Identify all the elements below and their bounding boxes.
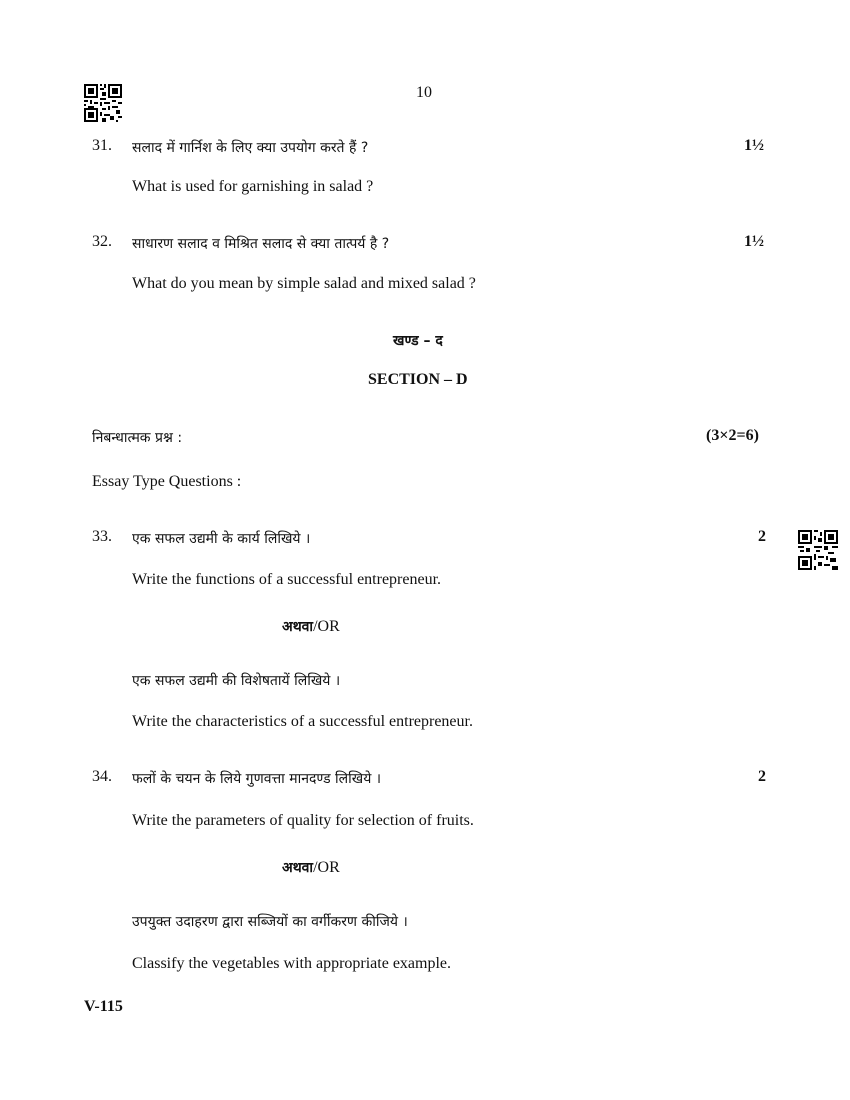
alternate-question-english: Write the characteristics of a successful entrepreneur.: [132, 713, 473, 730]
alternate-question-hindi: एक सफल उद्यमी की विशेषतायें लिखिये ।: [132, 673, 341, 689]
alternate-question-english: Classify the vegetables with appropriate example.: [132, 955, 452, 972]
question-marks: 1½: [744, 233, 764, 250]
question-number: 31.: [92, 137, 112, 154]
question-number: 33.: [92, 528, 112, 545]
question-text-hindi: एक सफल उद्यमी के कार्य लिखिये ।: [132, 531, 311, 547]
or-separator: [282, 857, 340, 877]
or-hindi: अथवा: [282, 619, 314, 635]
or-english: /OR: [313, 859, 340, 876]
question-marks: 2: [758, 768, 766, 785]
question-number: 34.: [92, 768, 112, 785]
question-text-english: What do you mean by simple salad and mixed salad ?: [132, 275, 476, 292]
question-marks: 1½: [744, 137, 764, 154]
or-separator: [282, 616, 340, 636]
or-hindi: अथवा: [282, 860, 314, 876]
page-number: 10: [416, 84, 432, 101]
question-text-hindi: सलाद में गार्निश के लिए क्या उपयोग करते हैं ?: [132, 140, 369, 156]
question-number: 32.: [92, 233, 112, 250]
section-title-hindi: खण्ड – द: [393, 333, 443, 349]
question-text-hindi: फलों के चयन के लिये गुणवत्ता मानदण्ड लिखिये ।: [132, 771, 382, 787]
section-title-english: SECTION – D: [368, 371, 468, 388]
alternate-question-hindi: उपयुक्त उदाहरण द्वारा सब्जियों का वर्गीकरण कीजिये ।: [132, 914, 408, 930]
question-text-english: Write the parameters of quality for selection of fruits.: [132, 812, 474, 829]
question-text-english: Write the functions of a successful entrepreneur.: [132, 571, 442, 588]
qr-code-icon: [798, 530, 838, 570]
question-text-hindi: साधारण सलाद व मिश्रित सलाद से क्या तात्पर्य है ?: [132, 236, 390, 252]
paper-code: V-115: [84, 998, 123, 1015]
qr-code-icon: [84, 84, 122, 122]
question-marks: 2: [758, 528, 766, 545]
section-subtitle-hindi: निबन्धात्मक प्रश्न :: [92, 430, 183, 446]
question-text-english: What is used for garnishing in salad ?: [132, 178, 374, 195]
section-subtitle-english: Essay Type Questions :: [92, 473, 242, 490]
or-english: /OR: [313, 618, 340, 635]
section-marks: (3×2=6): [706, 427, 759, 444]
